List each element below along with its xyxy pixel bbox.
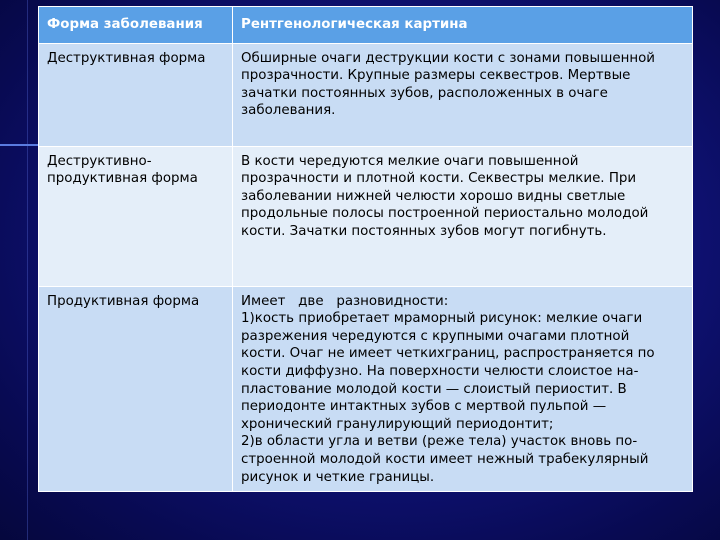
table-row (39, 146, 693, 286)
description-line: заболевании нижней челюсти хорошо видны светлые (241, 188, 626, 204)
radiology-table (38, 6, 693, 492)
form-cell (39, 146, 233, 286)
form-line: Деструктивно- (47, 153, 152, 169)
description-line: периодонте интактных зубов с мертвой пульпой — (241, 399, 607, 415)
form-cell: Деструктивная форма (39, 43, 233, 146)
description-line: прозрачности и плотной кости. Секвестры мелкие. При (241, 171, 637, 187)
description-line: строенной молодой кости имеет нежный трабекулярный (241, 451, 649, 467)
header-form: Форма заболевания (39, 7, 233, 44)
description-line: заболевания. (241, 103, 336, 119)
description-line: продольные полосы построенной периостально молодой (241, 206, 649, 222)
decorative-vertical-line (27, 0, 28, 540)
description-line: В кости чередуются мелкие очаги повышенной (241, 153, 579, 169)
description-line: кости. Зачатки постоянных зубов могут погибнуть. (241, 223, 607, 239)
description-line: 1)кость приобретает мраморный рисунок: мелкие очаги (241, 311, 643, 327)
description-line: 2)в области угла и ветви (реже тела) участок вновь по- (241, 434, 638, 450)
description-cell (233, 146, 693, 286)
header-radiology: Рентгенологическая картина (233, 7, 693, 44)
description-line: кости диффузно. На поверхности челюсти слоистое на- (241, 363, 639, 379)
description-line: кости. Очаг не имеет четкихграниц, распространяется по (241, 346, 655, 362)
description-line: рисунок и четкие границы. (241, 469, 435, 485)
description-line: прозрачности. Крупные размеры секвестров. Мертвые (241, 68, 631, 84)
form-line: продуктивная форма (47, 171, 198, 187)
decorative-horizontal-line (0, 144, 40, 146)
description-cell (233, 286, 693, 492)
form-cell: Продуктивная форма (39, 286, 233, 492)
description-line: Имеет две разновидности: (241, 293, 449, 309)
table-row (39, 286, 693, 492)
description-line: пластование молодой кости — слоистый периостит. В (241, 381, 627, 397)
description-line: разрежения чередуются с крупными очагами плотной (241, 328, 630, 344)
description-line: хронический гранулирующий периодонтит; (241, 416, 554, 432)
description-line: Обширные очаги деструкции кости с зонами повышенной (241, 50, 655, 66)
table-header-row (39, 7, 693, 44)
description-line: зачатки постоянных зубов, расположенных в очаге (241, 85, 608, 101)
description-cell (233, 43, 693, 146)
table-row (39, 43, 693, 146)
